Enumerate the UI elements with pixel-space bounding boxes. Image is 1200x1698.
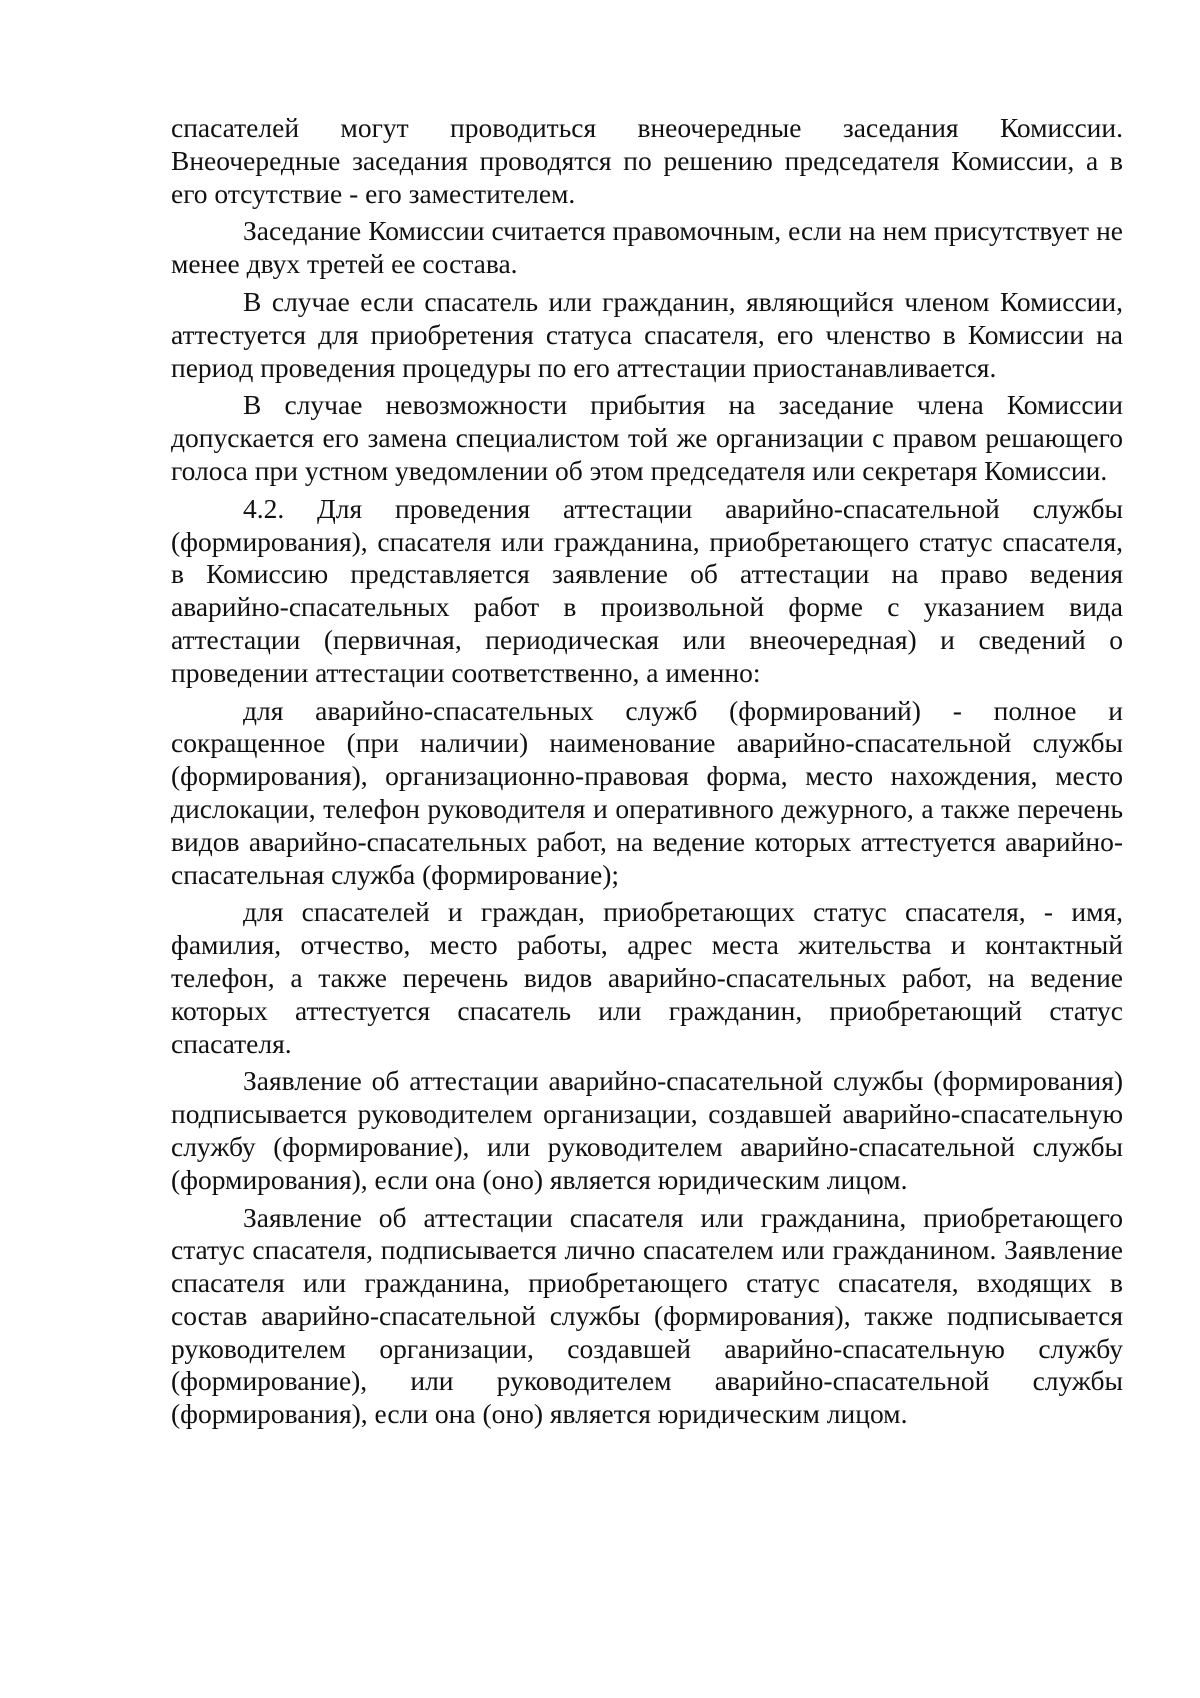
paragraph-services-details: для аварийно-спасательных служб (формирований) - полное и сокращенное (при наличии) наименование аварийно-спасательной службы (формирования), организационно-правовая форма, место нахождения, место дислокации, телефон руководителя и оперативного дежурного, а также перечень видов аварийно-спасательных работ, на ведение которых аттестуется аварийно-спасательная служба (формирование);	[171, 694, 1123, 890]
paragraph-quorum: Заседание Комиссии считается правомочным, если на нем присутствует не менее двух третей ее состава.	[171, 215, 1123, 280]
paragraph-continuation: спасателей могут проводиться внеочередные заседания Комиссии. Внеочередные заседания проводятся по решению председателя Комиссии, а в его отсутствие - его заместителем.	[171, 112, 1123, 209]
paragraph-service-application-signature: Заявление об аттестации аварийно-спасательной службы (формирования) подписывается руководителем организации, создавшей аварийно-спасательную службу (формирование), или руководителем аварийно-спасательной службы (формирования), если она (оно) является юридическим лицом.	[171, 1065, 1123, 1195]
paragraph-rescuer-application-signature: Заявление об аттестации спасателя или гражданина, приобретающего статус спасателя, подписывается лично спасателем или гражданином. Заявление спасателя или гражданина, приобретающего статус спасателя, входящих в состав аварийно-спасательной службы (формирования), также подписывается руководителем организации, создавшей аварийно-спасательную службу (формирование), или руководителем аварийно-спасательной службы (формирования), если она (оно) является юридическим лицом.	[171, 1201, 1123, 1430]
paragraph-section-4-2: 4.2. Для проведения аттестации аварийно-спасательной службы (формирования), спасателя или гражданина, приобретающего статус спасателя, в Комиссию представляется заявление об аттестации на право ведения аварийно-спасательных работ в произвольной форме с указанием вида аттестации (первичная, периодическая или внеочередная) и сведений о проведении аттестации соответственно, а именно:	[171, 492, 1123, 688]
paragraph-membership-suspension: В случае если спасатель или гражданин, являющийся членом Комиссии, аттестуется для приобретения статуса спасателя, его членство в Комиссии на период проведения процедуры по его аттестации приостанавливается.	[171, 285, 1123, 383]
paragraph-member-replacement: В случае невозможности прибытия на заседание члена Комиссии допускается его замена специалистом той же организации с правом решающего голоса при устном уведомлении об этом председателя или секретаря Комиссии.	[171, 389, 1123, 486]
document-page	[171, 112, 1123, 1431]
paragraph-rescuers-details: для спасателей и граждан, приобретающих статус спасателя, - имя, фамилия, отчество, место работы, адрес места жительства и контактный телефон, а также перечень видов аварийно-спасательных работ, на ведение которых аттестуется спасатель или гражданин, приобретающий статус спасателя.	[171, 896, 1123, 1059]
